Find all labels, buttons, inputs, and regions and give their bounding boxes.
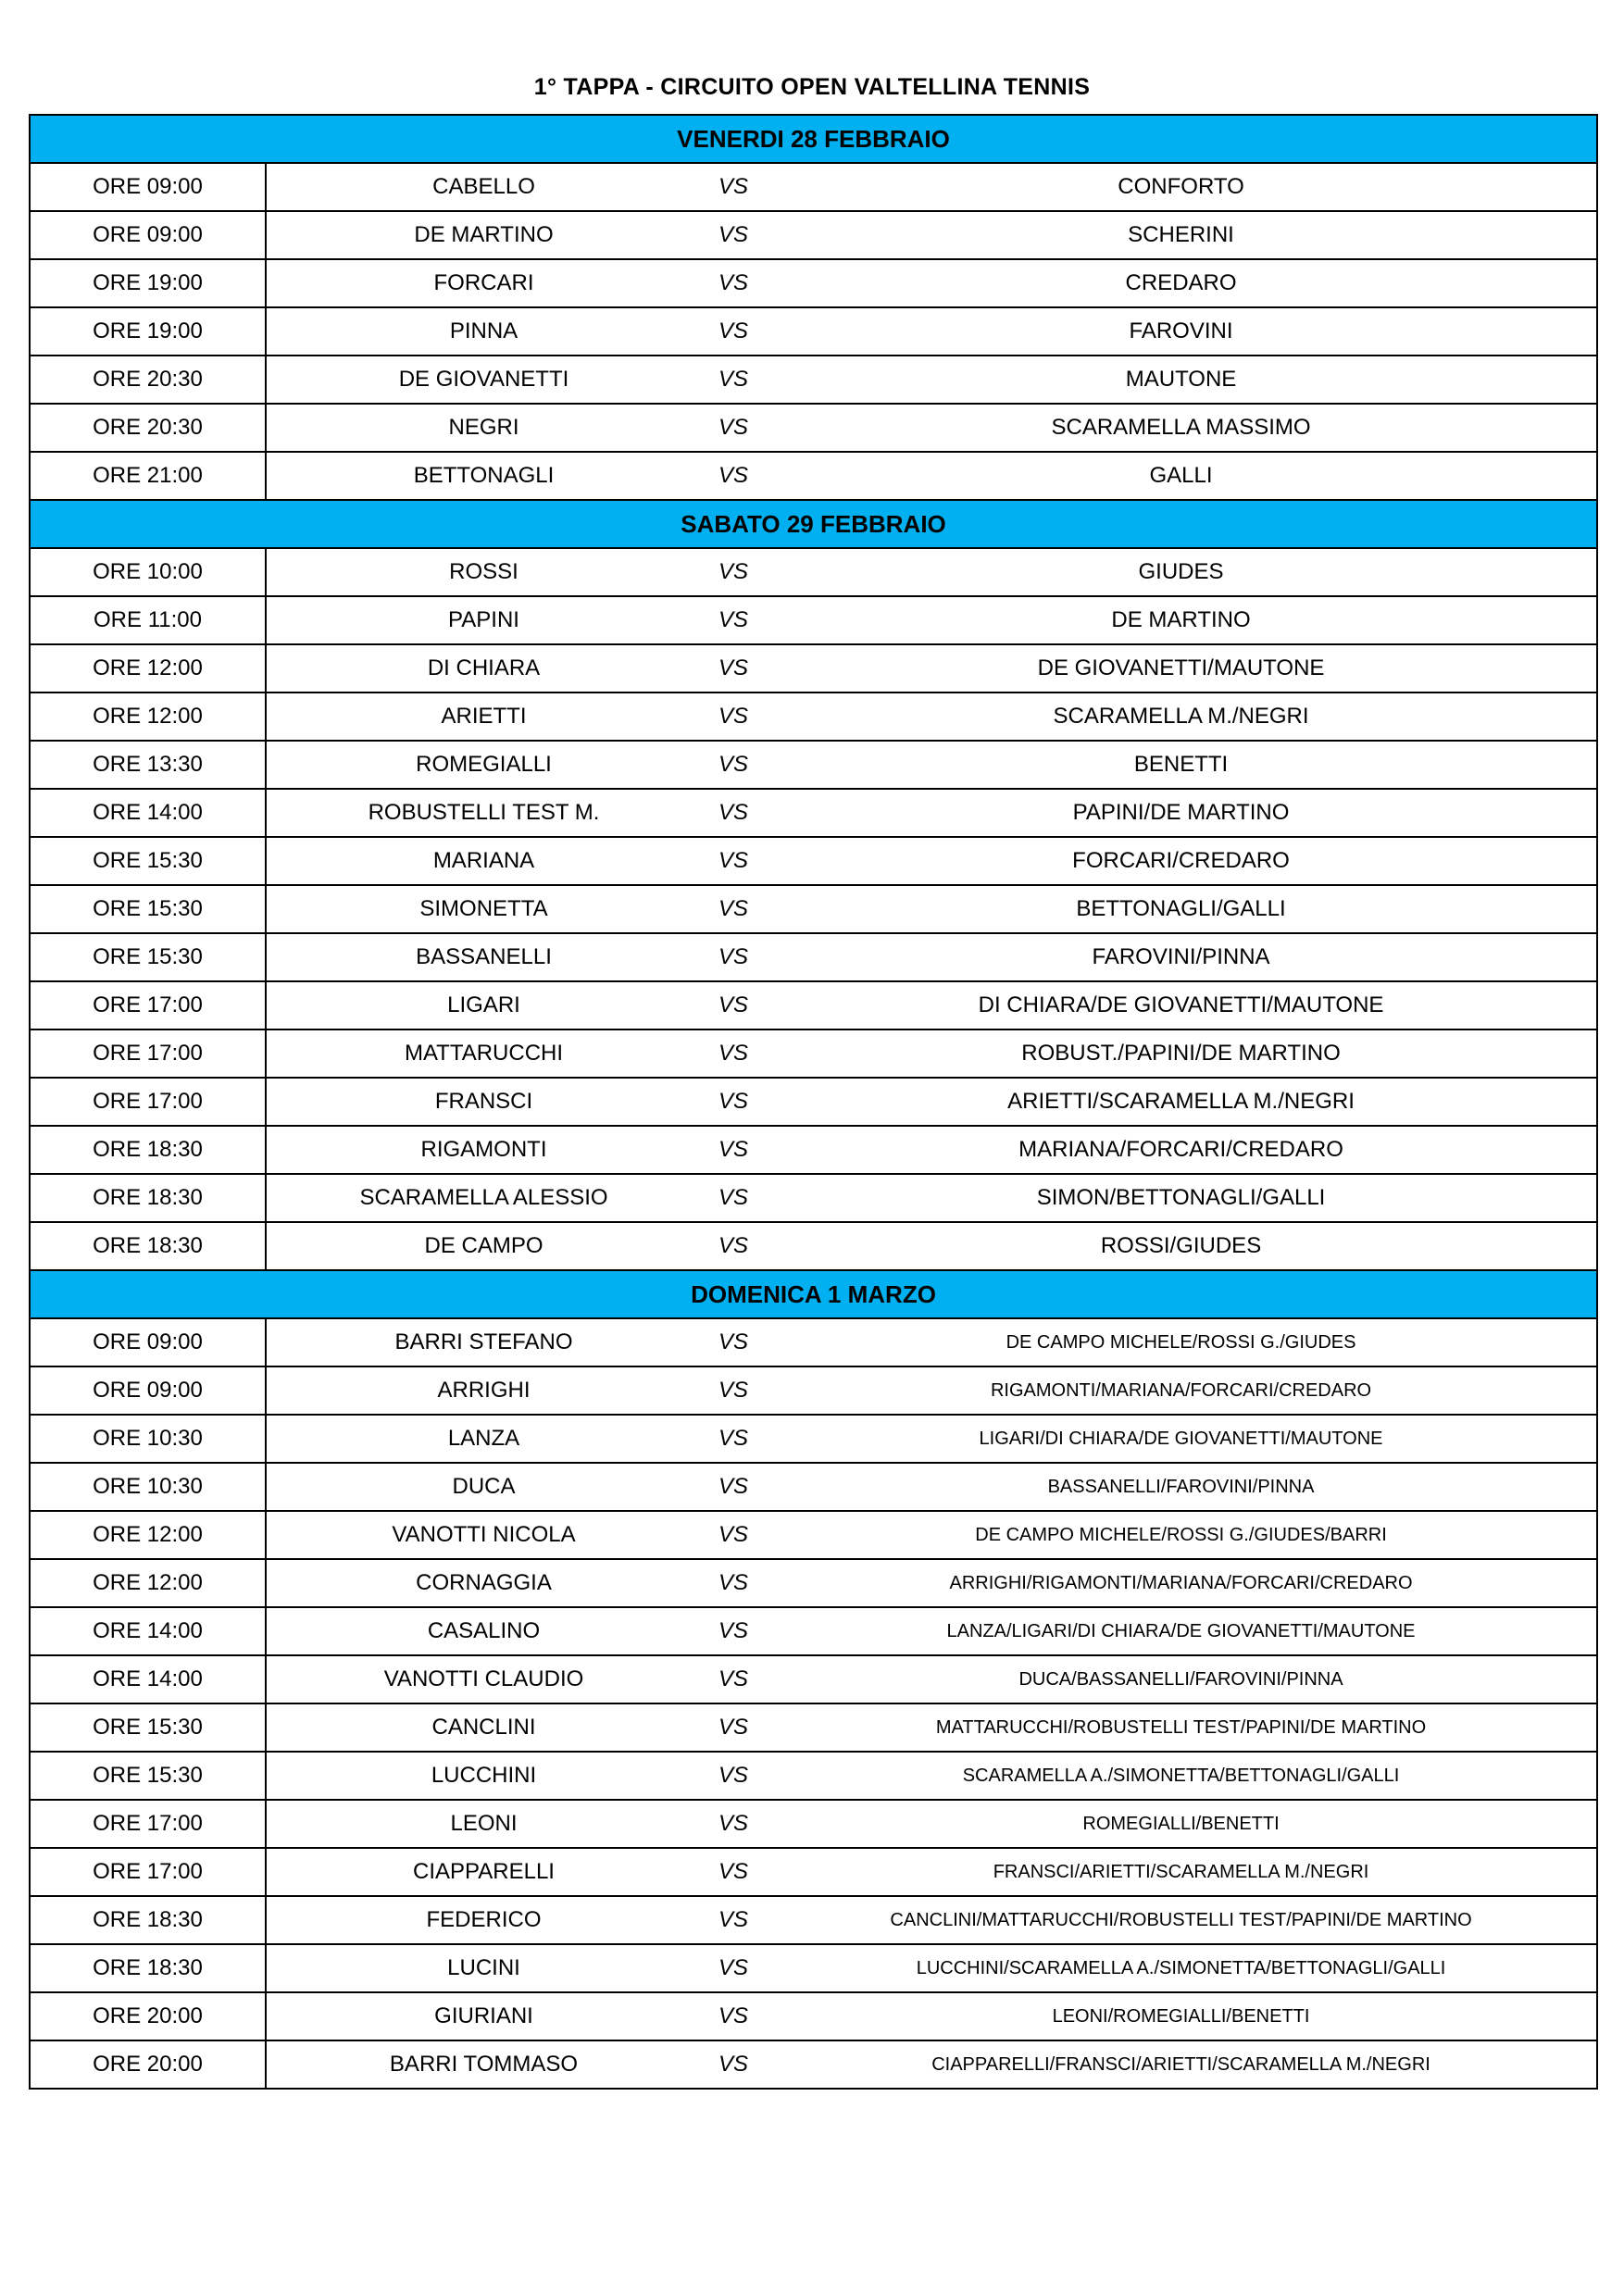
match-row bbox=[30, 981, 1597, 1029]
match-time: ORE 10:30 bbox=[30, 1415, 266, 1463]
versus-label: VS bbox=[701, 1078, 766, 1126]
match-opponent: BASSANELLI/FAROVINI/PINNA bbox=[766, 1463, 1597, 1511]
match-player: GIURIANI bbox=[266, 1992, 701, 2040]
match-time: ORE 09:00 bbox=[30, 163, 266, 211]
match-opponent: ROSSI/GIUDES bbox=[766, 1222, 1597, 1270]
match-time: ORE 18:30 bbox=[30, 1944, 266, 1992]
versus-label: VS bbox=[701, 211, 766, 259]
match-player: BETTONAGLI bbox=[266, 452, 701, 500]
versus-label: VS bbox=[701, 693, 766, 741]
match-time: ORE 14:00 bbox=[30, 1607, 266, 1655]
match-player: CANCLINI bbox=[266, 1703, 701, 1752]
match-row bbox=[30, 1366, 1597, 1415]
versus-label: VS bbox=[701, 452, 766, 500]
match-player: CASALINO bbox=[266, 1607, 701, 1655]
match-player: BASSANELLI bbox=[266, 933, 701, 981]
match-time: ORE 20:00 bbox=[30, 1992, 266, 2040]
match-player: PAPINI bbox=[266, 596, 701, 644]
versus-label: VS bbox=[701, 1126, 766, 1174]
versus-label: VS bbox=[701, 1752, 766, 1800]
match-opponent: SIMON/BETTONAGLI/GALLI bbox=[766, 1174, 1597, 1222]
match-opponent: MARIANA/FORCARI/CREDARO bbox=[766, 1126, 1597, 1174]
match-row bbox=[30, 1752, 1597, 1800]
match-time: ORE 09:00 bbox=[30, 211, 266, 259]
versus-label: VS bbox=[701, 1222, 766, 1270]
match-opponent: DI CHIARA/DE GIOVANETTI/MAUTONE bbox=[766, 981, 1597, 1029]
match-player: ROBUSTELLI TEST M. bbox=[266, 789, 701, 837]
match-opponent: GALLI bbox=[766, 452, 1597, 500]
match-player: FRANSCI bbox=[266, 1078, 701, 1126]
match-time: ORE 09:00 bbox=[30, 1366, 266, 1415]
match-opponent: DE GIOVANETTI/MAUTONE bbox=[766, 644, 1597, 693]
match-player: LIGARI bbox=[266, 981, 701, 1029]
match-player: LUCCHINI bbox=[266, 1752, 701, 1800]
match-row bbox=[30, 1896, 1597, 1944]
match-time: ORE 21:00 bbox=[30, 452, 266, 500]
match-row bbox=[30, 693, 1597, 741]
match-opponent: RIGAMONTI/MARIANA/FORCARI/CREDARO bbox=[766, 1366, 1597, 1415]
match-time: ORE 20:00 bbox=[30, 2040, 266, 2089]
versus-label: VS bbox=[701, 356, 766, 404]
match-row bbox=[30, 789, 1597, 837]
day-header: SABATO 29 FEBBRAIO bbox=[30, 500, 1597, 548]
match-row bbox=[30, 741, 1597, 789]
match-row bbox=[30, 452, 1597, 500]
versus-label: VS bbox=[701, 1848, 766, 1896]
versus-label: VS bbox=[701, 644, 766, 693]
match-player: RIGAMONTI bbox=[266, 1126, 701, 1174]
match-player: LANZA bbox=[266, 1415, 701, 1463]
match-opponent: SCARAMELLA M./NEGRI bbox=[766, 693, 1597, 741]
match-row bbox=[30, 1800, 1597, 1848]
match-time: ORE 12:00 bbox=[30, 644, 266, 693]
versus-label: VS bbox=[701, 163, 766, 211]
match-time: ORE 20:30 bbox=[30, 356, 266, 404]
match-player: CORNAGGIA bbox=[266, 1559, 701, 1607]
versus-label: VS bbox=[701, 981, 766, 1029]
match-time: ORE 09:00 bbox=[30, 1318, 266, 1366]
match-opponent: ROBUST./PAPINI/DE MARTINO bbox=[766, 1029, 1597, 1078]
match-row bbox=[30, 2040, 1597, 2089]
match-row bbox=[30, 644, 1597, 693]
match-player: DE CAMPO bbox=[266, 1222, 701, 1270]
match-row bbox=[30, 1463, 1597, 1511]
versus-label: VS bbox=[701, 1559, 766, 1607]
match-opponent: FRANSCI/ARIETTI/SCARAMELLA M./NEGRI bbox=[766, 1848, 1597, 1896]
versus-label: VS bbox=[701, 885, 766, 933]
match-opponent: MATTARUCCHI/ROBUSTELLI TEST/PAPINI/DE MARTINO bbox=[766, 1703, 1597, 1752]
match-opponent: ARIETTI/SCARAMELLA M./NEGRI bbox=[766, 1078, 1597, 1126]
match-player: ARRIGHI bbox=[266, 1366, 701, 1415]
match-time: ORE 14:00 bbox=[30, 1655, 266, 1703]
match-time: ORE 19:00 bbox=[30, 307, 266, 356]
match-row bbox=[30, 404, 1597, 452]
day-header: VENERDI 28 FEBBRAIO bbox=[30, 115, 1597, 163]
match-opponent: DUCA/BASSANELLI/FAROVINI/PINNA bbox=[766, 1655, 1597, 1703]
match-row bbox=[30, 1848, 1597, 1896]
match-player: LEONI bbox=[266, 1800, 701, 1848]
match-opponent: CREDARO bbox=[766, 259, 1597, 307]
match-time: ORE 18:30 bbox=[30, 1126, 266, 1174]
day-header-row bbox=[30, 115, 1597, 163]
match-player: ROMEGIALLI bbox=[266, 741, 701, 789]
match-row bbox=[30, 1415, 1597, 1463]
match-time: ORE 15:30 bbox=[30, 933, 266, 981]
day-header: DOMENICA 1 MARZO bbox=[30, 1270, 1597, 1318]
match-time: ORE 12:00 bbox=[30, 1559, 266, 1607]
match-player: LUCINI bbox=[266, 1944, 701, 1992]
match-time: ORE 15:30 bbox=[30, 837, 266, 885]
match-opponent: DE MARTINO bbox=[766, 596, 1597, 644]
versus-label: VS bbox=[701, 1318, 766, 1366]
match-player: DI CHIARA bbox=[266, 644, 701, 693]
match-time: ORE 18:30 bbox=[30, 1222, 266, 1270]
match-player: PINNA bbox=[266, 307, 701, 356]
match-opponent: BETTONAGLI/GALLI bbox=[766, 885, 1597, 933]
match-time: ORE 10:00 bbox=[30, 548, 266, 596]
day-header-row bbox=[30, 500, 1597, 548]
match-time: ORE 17:00 bbox=[30, 1078, 266, 1126]
match-opponent: BENETTI bbox=[766, 741, 1597, 789]
match-time: ORE 17:00 bbox=[30, 1800, 266, 1848]
match-player: DE MARTINO bbox=[266, 211, 701, 259]
match-player: FEDERICO bbox=[266, 1896, 701, 1944]
match-time: ORE 18:30 bbox=[30, 1896, 266, 1944]
versus-label: VS bbox=[701, 933, 766, 981]
match-row bbox=[30, 1559, 1597, 1607]
match-player: BARRI STEFANO bbox=[266, 1318, 701, 1366]
match-opponent: CIAPPARELLI/FRANSCI/ARIETTI/SCARAMELLA M./NEGRI bbox=[766, 2040, 1597, 2089]
match-player: FORCARI bbox=[266, 259, 701, 307]
match-player: VANOTTI NICOLA bbox=[266, 1511, 701, 1559]
match-time: ORE 15:30 bbox=[30, 1752, 266, 1800]
versus-label: VS bbox=[701, 259, 766, 307]
match-row bbox=[30, 596, 1597, 644]
match-opponent: PAPINI/DE MARTINO bbox=[766, 789, 1597, 837]
match-time: ORE 17:00 bbox=[30, 1848, 266, 1896]
versus-label: VS bbox=[701, 1655, 766, 1703]
match-player: MARIANA bbox=[266, 837, 701, 885]
day-header-row bbox=[30, 1270, 1597, 1318]
match-row bbox=[30, 1607, 1597, 1655]
versus-label: VS bbox=[701, 404, 766, 452]
schedule-table bbox=[29, 114, 1598, 2090]
match-opponent: SCHERINI bbox=[766, 211, 1597, 259]
match-row bbox=[30, 1029, 1597, 1078]
versus-label: VS bbox=[701, 1607, 766, 1655]
match-time: ORE 12:00 bbox=[30, 693, 266, 741]
match-time: ORE 15:30 bbox=[30, 1703, 266, 1752]
match-row bbox=[30, 356, 1597, 404]
match-opponent: ROMEGIALLI/BENETTI bbox=[766, 1800, 1597, 1848]
match-row bbox=[30, 1318, 1597, 1366]
versus-label: VS bbox=[701, 1463, 766, 1511]
schedule-body bbox=[30, 115, 1597, 2089]
match-time: ORE 10:30 bbox=[30, 1463, 266, 1511]
match-opponent: SCARAMELLA A./SIMONETTA/BETTONAGLI/GALLI bbox=[766, 1752, 1597, 1800]
match-opponent: DE CAMPO MICHELE/ROSSI G./GIUDES/BARRI bbox=[766, 1511, 1597, 1559]
versus-label: VS bbox=[701, 741, 766, 789]
versus-label: VS bbox=[701, 1415, 766, 1463]
match-player: ROSSI bbox=[266, 548, 701, 596]
match-row bbox=[30, 163, 1597, 211]
match-row bbox=[30, 837, 1597, 885]
versus-label: VS bbox=[701, 1800, 766, 1848]
match-opponent: FAROVINI/PINNA bbox=[766, 933, 1597, 981]
match-opponent: LEONI/ROMEGIALLI/BENETTI bbox=[766, 1992, 1597, 2040]
versus-label: VS bbox=[701, 1174, 766, 1222]
match-row bbox=[30, 1703, 1597, 1752]
match-time: ORE 15:30 bbox=[30, 885, 266, 933]
document-title: 1° TAPPA - CIRCUITO OPEN VALTELLINA TENNIS bbox=[533, 74, 1091, 100]
match-opponent: CANCLINI/MATTARUCCHI/ROBUSTELLI TEST/PAPINI/DE MARTINO bbox=[766, 1896, 1597, 1944]
match-opponent: DE CAMPO MICHELE/ROSSI G./GIUDES bbox=[766, 1318, 1597, 1366]
match-player: CIAPPARELLI bbox=[266, 1848, 701, 1896]
versus-label: VS bbox=[701, 1366, 766, 1415]
match-time: ORE 13:30 bbox=[30, 741, 266, 789]
match-row bbox=[30, 307, 1597, 356]
match-player: BARRI TOMMASO bbox=[266, 2040, 701, 2089]
match-player: MATTARUCCHI bbox=[266, 1029, 701, 1078]
match-player: DUCA bbox=[266, 1463, 701, 1511]
match-opponent: GIUDES bbox=[766, 548, 1597, 596]
match-row bbox=[30, 548, 1597, 596]
match-player: CABELLO bbox=[266, 163, 701, 211]
versus-label: VS bbox=[701, 837, 766, 885]
match-row bbox=[30, 933, 1597, 981]
versus-label: VS bbox=[701, 1896, 766, 1944]
match-row bbox=[30, 1992, 1597, 2040]
match-opponent: MAUTONE bbox=[766, 356, 1597, 404]
match-time: ORE 14:00 bbox=[30, 789, 266, 837]
versus-label: VS bbox=[701, 1944, 766, 1992]
match-player: NEGRI bbox=[266, 404, 701, 452]
versus-label: VS bbox=[701, 2040, 766, 2089]
match-player: SIMONETTA bbox=[266, 885, 701, 933]
match-row bbox=[30, 1655, 1597, 1703]
match-row bbox=[30, 259, 1597, 307]
match-player: ARIETTI bbox=[266, 693, 701, 741]
match-player: DE GIOVANETTI bbox=[266, 356, 701, 404]
match-time: ORE 19:00 bbox=[30, 259, 266, 307]
match-player: SCARAMELLA ALESSIO bbox=[266, 1174, 701, 1222]
versus-label: VS bbox=[701, 789, 766, 837]
match-time: ORE 18:30 bbox=[30, 1174, 266, 1222]
match-opponent: CONFORTO bbox=[766, 163, 1597, 211]
match-row bbox=[30, 1078, 1597, 1126]
match-player: VANOTTI CLAUDIO bbox=[266, 1655, 701, 1703]
match-row bbox=[30, 1222, 1597, 1270]
match-opponent: LIGARI/DI CHIARA/DE GIOVANETTI/MAUTONE bbox=[766, 1415, 1597, 1463]
versus-label: VS bbox=[701, 307, 766, 356]
match-opponent: FORCARI/CREDARO bbox=[766, 837, 1597, 885]
versus-label: VS bbox=[701, 1511, 766, 1559]
match-time: ORE 17:00 bbox=[30, 1029, 266, 1078]
match-row bbox=[30, 885, 1597, 933]
match-row bbox=[30, 1174, 1597, 1222]
match-opponent: FAROVINI bbox=[766, 307, 1597, 356]
match-time: ORE 17:00 bbox=[30, 981, 266, 1029]
versus-label: VS bbox=[701, 1992, 766, 2040]
match-time: ORE 20:30 bbox=[30, 404, 266, 452]
match-row bbox=[30, 1126, 1597, 1174]
match-row bbox=[30, 211, 1597, 259]
versus-label: VS bbox=[701, 1703, 766, 1752]
match-opponent: LUCCHINI/SCARAMELLA A./SIMONETTA/BETTONAGLI/GALLI bbox=[766, 1944, 1597, 1992]
match-time: ORE 11:00 bbox=[30, 596, 266, 644]
match-row bbox=[30, 1944, 1597, 1992]
match-opponent: LANZA/LIGARI/DI CHIARA/DE GIOVANETTI/MAUTONE bbox=[766, 1607, 1597, 1655]
match-opponent: ARRIGHI/RIGAMONTI/MARIANA/FORCARI/CREDARO bbox=[766, 1559, 1597, 1607]
versus-label: VS bbox=[701, 596, 766, 644]
versus-label: VS bbox=[701, 548, 766, 596]
versus-label: VS bbox=[701, 1029, 766, 1078]
match-opponent: SCARAMELLA MASSIMO bbox=[766, 404, 1597, 452]
match-row bbox=[30, 1511, 1597, 1559]
match-time: ORE 12:00 bbox=[30, 1511, 266, 1559]
